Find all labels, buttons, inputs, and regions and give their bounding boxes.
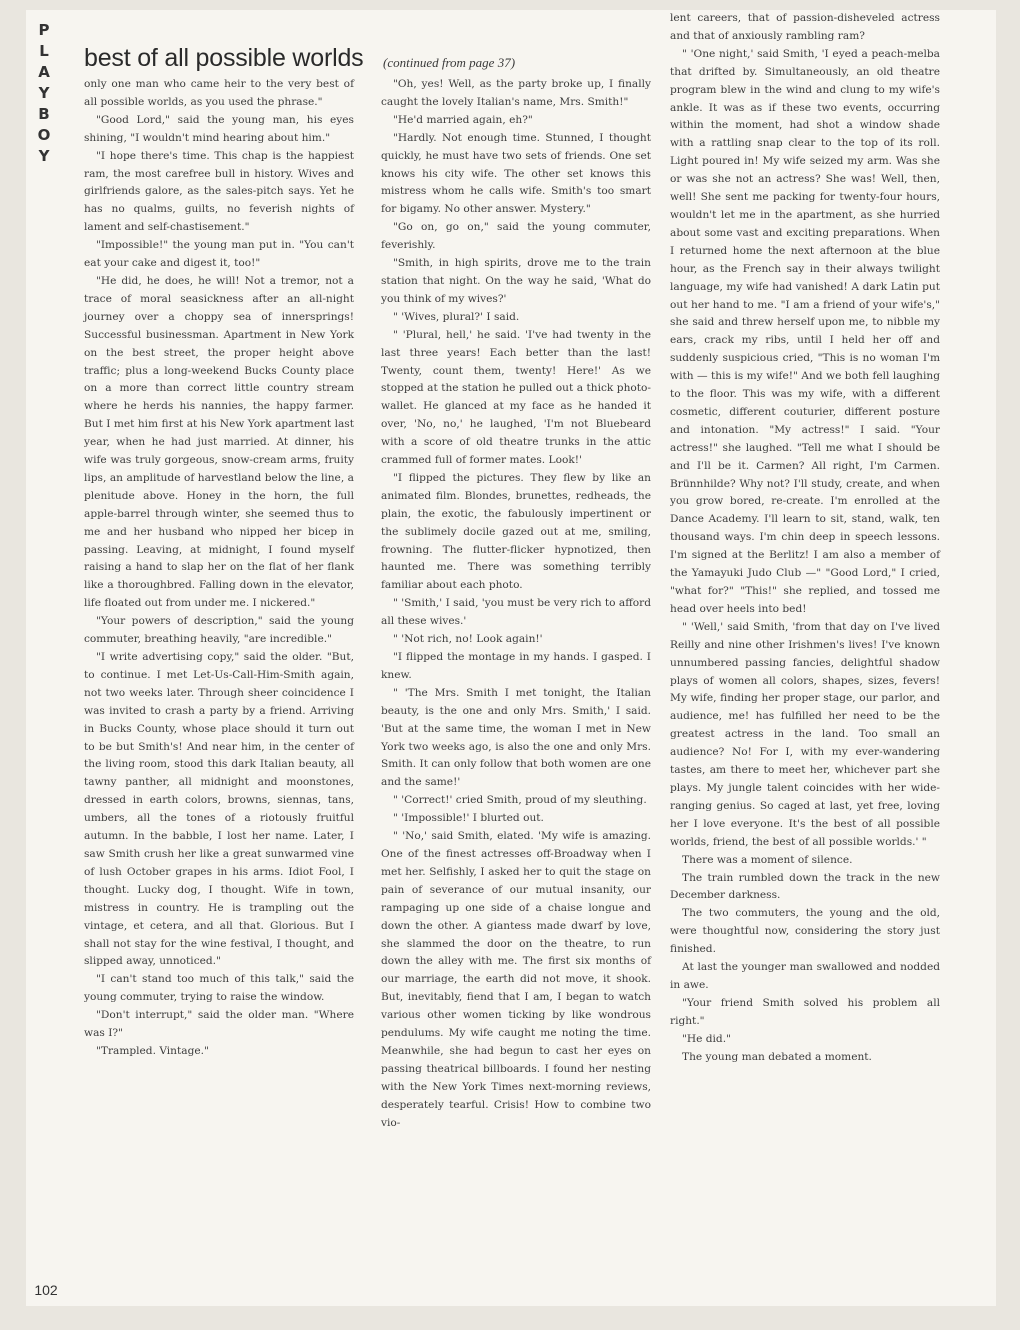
article-title: best of all possible worlds [84,44,364,72]
paragraph: " 'Smith,' I said, 'you must be very rich to afford all these wives.' [381,597,651,628]
paragraph: " 'Impossible!' I blurted out. [393,812,544,825]
paragraph: At last the younger man swallowed and nodded in awe. [670,961,940,991]
paragraph: " 'Wives, plural?' I said. [393,310,520,323]
paragraph: The two commuters, the young and the old, were thoughtful now, considering the story just finished. [670,907,940,956]
paragraph: " 'Correct!' cried Smith, proud of my sleuthing. [393,794,647,807]
text-column-1 [84,76,354,1061]
paragraph: "Your powers of description," said the young commuter, breathing heavily, "are incredible." [84,615,354,646]
page-number: 102 [34,1282,58,1298]
paragraph: "He did, he does, he will! Not a tremor, not a trace of moral seasickness after an all-night journey over a choppy sea of innersprings! Successful businessman. Apartment in New York on the best street, the proper height above traffic; plus a long-weekend Bucks County place on a more than correct little country stream where he herds his nannies, the happy farmer. But I met him first at his New York apartment last year, when he had just married. At dinner, his wife was truly gorgeous, snow-cream arms, fruity lips, an amplitude of harvestland below the line, a plenitude above. Honey in the horn, the full apple-barrel through winter, she seemed thus to me and her husband who nipped her bicep in passing. Leaving, at midnight, I found myself raising a hand to slap her on the flat of her flank like a thoroughbred. Falling down in the elevator, life floated out from under me. I nickered." [84,274,354,610]
paragraph: " 'Plural, hell,' he said. 'I've had twenty in the last three years! Each better than the last! Twenty, count them, twenty! Here!' As we stopped at the station he pulled out a thick photo-wallet. He glanced at my face as he handed it over, 'No, no,' he laughed, 'I'm not Bluebeard with a score of old theatre trunks in the attic crammed full of former mates. Look!' [381,328,651,467]
paragraph: "Good Lord," said the young man, his eyes shining, "I wouldn't mind hearing about him." [84,113,354,144]
paragraph: "He'd married again, eh?" [393,113,533,126]
paragraph: "I can't stand too much of this talk," said the young commuter, trying to raise the window. [84,973,354,1004]
text-column-2 [381,76,651,1132]
paragraph: There was a moment of silence. [682,853,853,866]
paragraph: " 'The Mrs. Smith I met tonight, the Italian beauty, is the one and only Mrs. Smith,' I said. 'But at the same time, the woman I met in New York two weeks ago, is also the one and only Mrs. Smith. It can only follow that both women are one and the same!' [381,686,651,789]
paragraph: "Impossible!" the young man put in. "You can't eat your cake and digest it, too!" [84,239,354,270]
paragraph: " 'One night,' said Smith, 'I eyed a peach-melba that drifted by. Simultaneously, an old theatre program blew in the wind and clung to my wife's ankle. It was as if these two events, occurring within the moment, had shot a window shade with a rattling snap clear to the top of its roll. Light poured in! My wife seized my arm. Was she or was she not an actress? She was! Well, then, well! She sent me packing for twenty-four hours, wouldn't let me in the apartment, as she hurried about some vast and exciting preparations. When I returned home the next afternoon at the blue hour, as the French say in their always twilight language, my wife had vanished! A dark Latin put out her hand to me. "I am a friend of your wife's," she said and threw herself upon me, to nibble my ears, crack my ribs, until I held her off and suddenly suspicious cried, "This is no woman I'm with — this is my wife!" And we both fell laughing to the floor. This was my wife, with a different cosmetic, different couturier, different posture and intonation. "My actress!" I said. "Your actress!" she laughed. "Tell me what I should be and I'll be it. Carmen? All right, I'm Carmen. Brünnhilde? Why not? I'll study, create, and when you grow bored, re-create. I'm enrolled at the Dance Academy. I'll learn to sit, stand, walk, ten thousand ways. I'm chin deep in speech lessons. I'm signed at the Berlitz! I am also a member of the Yamayuki Judo Club —" "Good Lord," I cried, "what for?" "This!" she replied, and tossed me head over heels into bed! [670,47,940,615]
paragraph: "I hope there's time. This chap is the happiest ram, the most carefree bull in history. Wives and girlfriends galore, as the sales-pitch says. Yet he has no qualms, guilts, no feverish nights of lament and self-chastisement." [84,149,354,234]
logo-letter: O [37,126,51,144]
logo-letter: Y [38,147,50,165]
paragraph: "Hardly. Not enough time. Stunned, I thought quickly, he must have two sets of friends. One set knows his city wife. The other set knows this mistress whom he calls wife. Smith's too smart for bigamy. No other answer. Mystery." [381,131,651,216]
paragraph: "Go on, go on," said the young commuter, feverishly. [381,221,651,252]
paragraph: The train rumbled down the track in the new December darkness. [670,871,940,902]
paragraph: " 'No,' said Smith, elated. 'My wife is amazing. One of the finest actresses off-Broadway when I met her. Selfishly, I asked her to quit the stage on pain of severance of our mutual insanity, our rampaging up one side of a chaise longue and down the other. A giantess made dwarf by love, she slammed the door on the theatre, to run down the alley with me. The first six months of our marriage, the earth did not move, it shook. But, inevitably, fiend that I am, I began to watch various other women ticking by like wondrous pendulums. My wife caught me noting the time. Meanwhile, she had begun to cast her eyes on passing theatrical billboards. I found her nesting with the New York Times next-morning reviews, desperately tearful. Crisis! How to combine two vio- [381,830,651,1129]
paragraph: "I flipped the pictures. They flew by like an animated film. Blondes, brunettes, redheads, the plain, the exotic, the fabulously impertinent or the sublimely docile gazed out at me, smiling, frowning. The flutter-flicker hypnotized, then haunted me. There was something terribly familiar about each photo. [381,471,651,592]
paragraph: The young man debated a moment. [682,1050,872,1063]
paragraph: "Your friend Smith solved his problem all right." [670,996,940,1027]
paragraph: "Oh, yes! Well, as the party broke up, I finally caught the lovely Italian's name, Mrs. Smith!" [381,78,651,108]
paragraph: only one man who came heir to the very best of all possible worlds, as you used the phrase." [84,78,354,108]
continued-note: (continued from page 37) [383,55,516,70]
paragraph: "He did." [682,1032,731,1045]
paragraph: "Smith, in high spirits, drove me to the train station that night. On the way he said, 'What do you think of my wives?' [381,257,651,305]
magazine-page [26,10,996,1306]
paragraph: " 'Well,' said Smith, 'from that day on I've lived Reilly and nine other Irishmen's lives! I've known unnumbered passing fancies, delightful shadow plays of women all colors, shapes, sizes, fevers! My wife, finding her proper stage, our parlor, and audience, me! has fulfilled her need to be the greatest actress in the land. Too small an audience? No! For I, with my ever-wandering tastes, am there to meet her, whichever part she plays. My jungle talent coincides with her wide-ranging genius. So caged at last, yet free, loving her I love everyone. It's the best of all possible worlds, friend, the best of all possible worlds.' " [670,620,940,848]
paragraph: "I flipped the montage in my hands. I gasped. I knew. [381,651,651,681]
logo-letter: B [38,105,50,123]
logo-letter: Y [38,84,50,102]
magazine-logo-vertical [32,20,56,167]
paragraph: "Trampled. Vintage." [96,1044,209,1057]
logo-letter: A [38,63,50,81]
paragraph: "I write advertising copy," said the older. "But, to continue. I met Let-Us-Call-Him-Smith again, not two weeks later. Through sheer coincidence I was invited to crash a party by a friend. Arriving in Bucks County, whose place should it turn out to be but Smith's! And near him, in the center of the living room, stood this dark Italian beauty, all tawny panther, all midnight and moonstones, dressed in earth colors, browns, siennas, tans, umbers, all the tones of a riotously fruitful autumn. In the babble, I lost her name. Later, I saw Smith crush her like a great sunwarmed vine of lush October grapes in his arms. Idiot Fool, I thought. Lucky dog, I thought. Wife in town, mistress in country. He is trampling out the vintage, et cetera, and all that. Glorious. But I shall not stay for the wine festival, I thought, and slipped away, unnoticed." [84,651,354,968]
logo-letter: P [38,21,50,39]
text-column-3 [670,10,940,1066]
paragraph: "Don't interrupt," said the older man. "Where was I?" [84,1009,354,1040]
logo-letter: L [39,42,49,60]
paragraph: lent careers, that of passion-disheveled actress and that of anxiously rambling ram? [670,12,940,42]
paragraph: " 'Not rich, no! Look again!' [393,633,543,646]
